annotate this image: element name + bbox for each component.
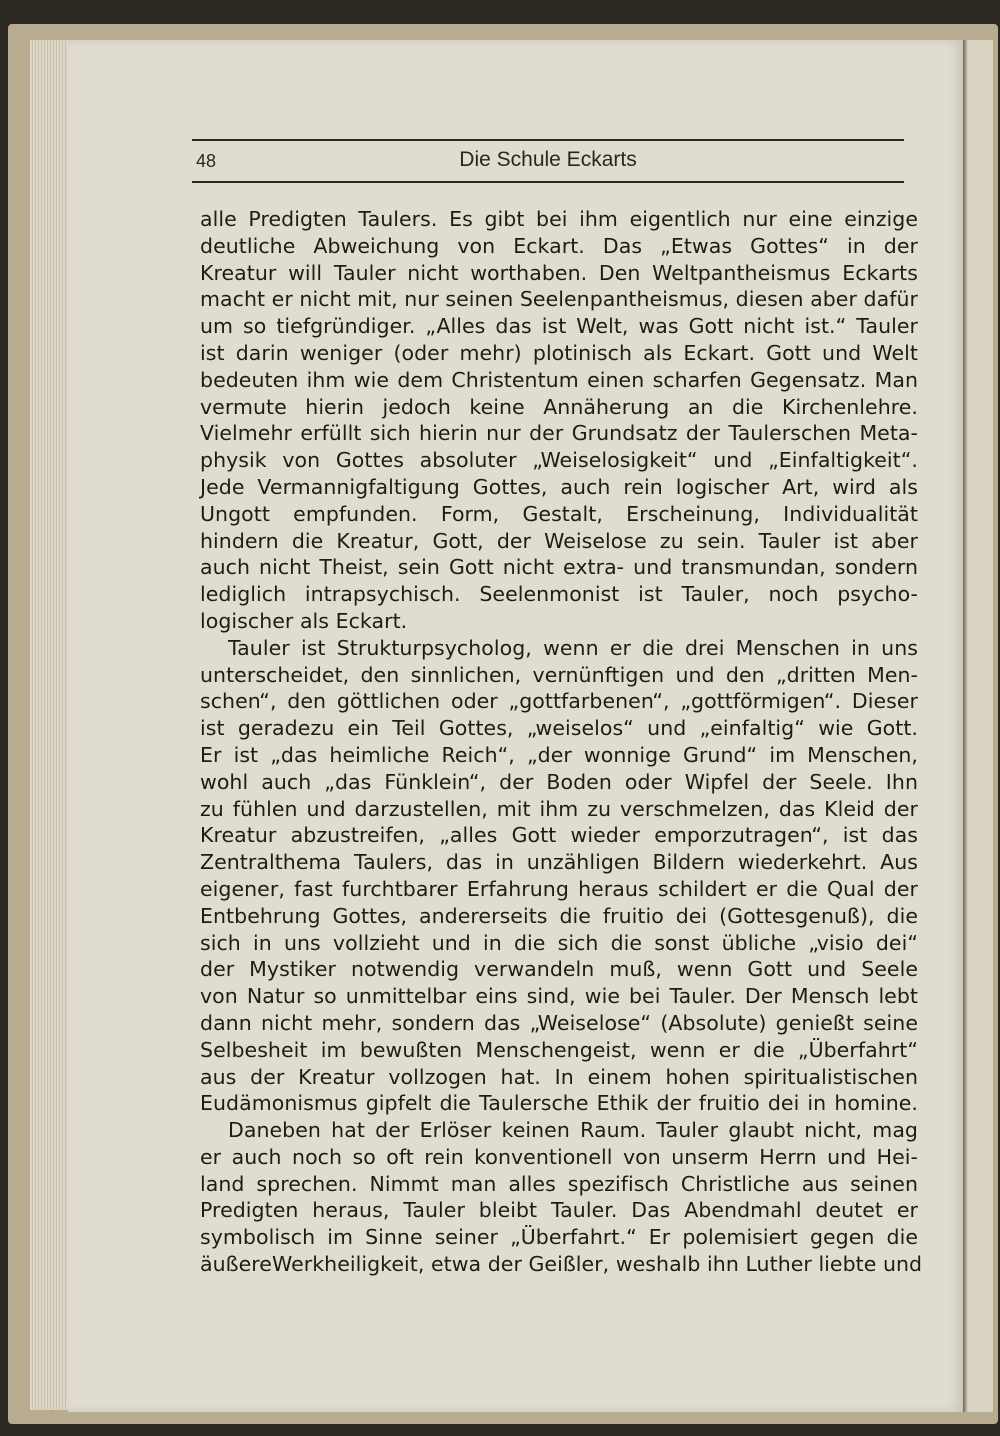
text-line: Ungott empfunden. Form, Gestalt, Erscheinung, Individualität xyxy=(200,501,918,526)
text-line: land sprechen. Nimmt man alles spezifisch Christliche aus seinen xyxy=(200,1171,918,1196)
text-line: zu fühlen und darzustellen, mit ihm zu verschmelzen, das Kleid der xyxy=(200,796,918,821)
text-line: er auch noch so oft rein konventionell von unserm Herrn und Hei- xyxy=(200,1144,918,1169)
text-line: schen“, den göttlichen oder „gottfarbenen“, „gottförmigen“. Dieser xyxy=(200,689,918,714)
text-line: aus der Kreatur vollzogen hat. In einem hohen spiritualistischen xyxy=(200,1064,918,1089)
text-line: hindern die Kreatur, Gott, der Weiselose zu sein. Tauler ist aber xyxy=(200,528,918,553)
text-line: lediglich intrapsychisch. Seelenmonist ist Tauler, noch psycho- xyxy=(200,582,918,607)
text-line: vermute hierin jedoch keine Annäherung an die Kirchenlehre. xyxy=(200,394,918,419)
text-line: Eudämonismus gipfelt die Taulersche Ethik der fruitio dei in homine. xyxy=(200,1091,918,1116)
text-line: Kreatur abzustreifen, „alles Gott wieder emporzutragen“, ist das xyxy=(200,823,918,848)
header-rule-top xyxy=(192,139,904,141)
text-line: wohl auch „das Fünklein“, der Boden oder Wipfel der Seele. Ihn xyxy=(200,769,918,794)
text-line: Kreatur will Tauler nicht worthaben. Den Weltpantheismus Eckarts xyxy=(200,260,918,285)
text-line: deutliche Abweichung von Eckart. Das „Etwas Gottes“ in der xyxy=(200,233,918,258)
text-line: alle Predigten Taulers. Es gibt bei ihm eigentlich nur eine einzige xyxy=(200,207,918,231)
text-line: unterscheidet, den sinnlichen, vernünftigen und den „dritten Men- xyxy=(200,662,918,687)
text-line: physik von Gottes absoluter „Weiselosigkeit“ und „Einfaltigkeit“. xyxy=(200,448,918,473)
header-rule-bottom xyxy=(192,181,904,183)
text-line: logischer als Eckart. xyxy=(200,608,408,633)
text-line: bedeuten ihm wie dem Christentum einen scharfen Gegensatz. Man xyxy=(200,367,918,392)
facing-page-edge xyxy=(963,40,993,1412)
text-line: Zentralthema Taulers, das in unzähligen Bildern wiederkehrt. Aus xyxy=(200,850,918,875)
text-line: auch nicht Theist, sein Gott nicht extra- und transmundan, sondern xyxy=(200,555,918,580)
text-line: der Mystiker notwendig verwandeln muß, wenn Gott und Seele xyxy=(200,957,918,982)
text-line: Tauler ist Strukturpsycholog, wenn er die drei Menschen in uns xyxy=(228,635,918,660)
text-line: Daneben hat der Erlöser keinen Raum. Tauler glaubt nicht, mag xyxy=(228,1118,918,1143)
text-line: ist darin weniger (oder mehr) plotinisch als Eckart. Gott und Welt xyxy=(200,340,918,365)
text-line: Vielmehr erfüllt sich hierin nur der Grundsatz der Taulerschen Meta- xyxy=(200,421,918,446)
text-line: um so tiefgründiger. „Alles das ist Welt, was Gott nicht ist.“ Tauler xyxy=(200,314,918,339)
text-line: Er ist „das heimliche Reich“, „der wonnige Grund“ im Menschen, xyxy=(200,742,918,767)
text-line: eigener, fast furchtbarer Erfahrung heraus schildert er die Qual der xyxy=(200,876,918,901)
text-line: äußereWerkheiligkeit, etwa der Geißler, weshalb ihn Luther liebte und xyxy=(200,1252,923,1277)
body-text xyxy=(200,206,923,1278)
text-line: Jede Vermannigfaltigung Gottes, auch rein logischer Art, wird als xyxy=(200,474,918,499)
text-line: symbolisch im Sinne seiner „Überfahrt.“ Er polemisiert gegen die xyxy=(200,1225,918,1250)
text-line: Predigten heraus, Tauler bleibt Tauler. Das Abendmahl deutet er xyxy=(200,1198,918,1223)
page-number: 48 xyxy=(196,151,217,171)
text-line: Selbesheit im bewußten Menschengeist, wenn er die „Überfahrt“ xyxy=(200,1037,918,1062)
text-line: Entbehrung Gottes, andererseits die fruitio dei (Gottesgenuß), die xyxy=(200,903,918,928)
text-line: dann nicht mehr, sondern das „Weiselose“ (Absolute) genießt seine xyxy=(200,1010,918,1035)
text-line: sich in uns vollzieht und in die sich die sonst übliche „visio dei“ xyxy=(200,930,918,955)
text-line: ist geradezu ein Teil Gottes, „weiselos“ und „einfaltig“ wie Gott. xyxy=(200,716,918,741)
running-head: Die Schule Eckarts xyxy=(459,148,637,171)
text-line: macht er nicht mit, nur seinen Seelenpantheismus, diesen aber dafür xyxy=(200,287,918,312)
text-line: von Natur so unmittelbar eins sind, wie bei Tauler. Der Mensch lebt xyxy=(200,984,918,1009)
